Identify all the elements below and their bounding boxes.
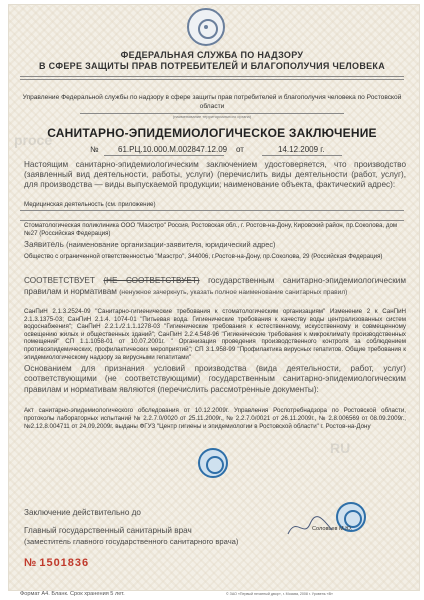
format-note: Формат А4. Бланк. Срок хранения 5 лет. [20, 591, 125, 597]
applicant-line [24, 240, 406, 250]
divider [20, 79, 404, 80]
printer-note: © ЗАО «Первый печатный двор», г. Москва, 2008 г. Уровень «В» [226, 592, 334, 596]
underline [262, 155, 342, 156]
not-conforms-word: (НЕ СООТВЕТСТВУЕТ) [103, 276, 200, 285]
applicant-value: Общество с ограниченной ответственностью "Маэстро", 344006, г.Ростов-на-Дону, пр.Соколова, 29 (Российская Федерация) [24, 253, 383, 260]
agency-title-line1: ФЕДЕРАЛЬНАЯ СЛУЖБА ПО НАДЗОРУ [120, 50, 304, 60]
serial-prefix: № [24, 557, 37, 569]
document-title: САНИТАРНО-ЭПИДЕМИОЛОГИЧЕСКОЕ ЗАКЛЮЧЕНИЕ [47, 126, 377, 140]
territorial-body: Управление Федеральной службы по надзору в сфере защиты прав потребителей и благополучия человека по Ростовской области [22, 94, 402, 110]
clinic-value: Стоматологическая поликлиника ООО "Маэстро" Россия, Ростовская обл., г. Ростов-на-Дону, Кировский район, пр.Соколова, дом №27 (Российская Федерация) [24, 222, 398, 237]
basis-documents: Акт санитарно-эпидемиологического обследования от 10.12.2009г. Управления Роспотребнадзора по Ростовской области, протоколы лабораторных испытаний № 2.2.7.0/0020 от 25.11.2009г., № 2.2.7.0/0021 от 26.11.2009г., № 2.8.006569 от 08.09.2009г., №2.12.8.004711 от 24.09.2009г. выданы ФГУЗ "Центр гигиены и эпидемиологии в Ростовской области" г. Ростов-на-Дону [24, 407, 406, 430]
doctor-title: Главный государственный санитарный врач [24, 526, 192, 535]
underline [104, 155, 224, 156]
date-prefix: от [236, 145, 244, 154]
applicant-caption: (наименование организации-заявителя, юридический адрес) [66, 240, 276, 249]
serial-number [24, 557, 89, 569]
underline [20, 210, 404, 211]
conforms-note: (ненужное зачеркнуть, указать полное наименование санитарных правил) [119, 288, 348, 296]
territorial-body-caption: (наименование территориального органа) [172, 114, 252, 119]
number-prefix: № [90, 145, 99, 154]
valid-until: Заключение действительно до [24, 508, 141, 517]
document-number: 61.РЦ.10.000.М.002847.12.09 [118, 145, 228, 154]
signer-name: Соловьев М.Ю. [312, 526, 353, 532]
underline [20, 220, 404, 221]
rules-list: СанПиН 2.1.3.2524-09 "Санитарно-гигиенические требования к стоматологическим организациям" Изменение 2 к СанПиН 2.1.3.1375-03; СанПиН 2.1.4. 1074-01 "Питьевая вода. Гигиенические требования к качеству воды централизованных систем водоснабжения"; СанПиН 2.2.1./2.1.1.1278-03 "Гигиенические требования к естественному, искусственному и совмещенному освещению жилых и общественных зданий"; СанПиН 2.2.4.548-96 "Гигиенические требования к микроклимату производственных помещений" СП 1.1.1058-01 от 10.07.2001г. " Организация проведения производственного контроля за соблюдением противоэпидемических, профилактических мероприятий"; СП 3.1.958-99 "Профилактика вирусных гепатитов. Общие требования к эпидемиологическому надзору за вирусными гепатитами" [24, 308, 406, 361]
watermark: proce [14, 132, 53, 148]
agency-title-line2: В СФЕРЕ ЗАЩИТЫ ПРАВ ПОТРЕБИТЕЛЕЙ И БЛАГОПОЛУЧИЯ ЧЕЛОВЕКА [38, 61, 386, 71]
intro-text: Настоящим санитарно-эпидемиологическим заключением удостоверяется, что производство (заявленный вид деятельности, работы, услуги) (перечислить виды деятельности (работ, услуг), для производства — виды выпускаемой продукции; наименование объекта, фактический адрес): [24, 160, 406, 189]
signature-mark [286, 512, 336, 540]
activity-value: Медицинская деятельность (см. приложение) [24, 201, 156, 208]
conformity-statement [24, 276, 406, 298]
serial-value: 1501836 [39, 557, 90, 569]
conforms-word: СООТВЕТСТВУЕТ [24, 276, 95, 285]
divider [20, 76, 404, 77]
applicant-label: Заявитель [24, 240, 64, 249]
watermark: RU [330, 440, 351, 456]
emblem-seal [187, 8, 225, 46]
document-date: 14.12.2009 г. [278, 145, 325, 154]
conforms-rest: государственным санитарно-эпидемиологическим правилам и нормативам [24, 276, 406, 296]
doctor-deputy: (заместитель главного государственного санитарного врача) [24, 537, 239, 546]
basis-text: Основанием для признания условий производства (вида деятельности, работ, услуг) соответствующими (не соответствующими) государственным санитарно-эпидемиологическим правилам и нормативам являются (перечислить рассмотренные документы): [24, 364, 406, 394]
blue-seal-stamp [198, 448, 228, 478]
